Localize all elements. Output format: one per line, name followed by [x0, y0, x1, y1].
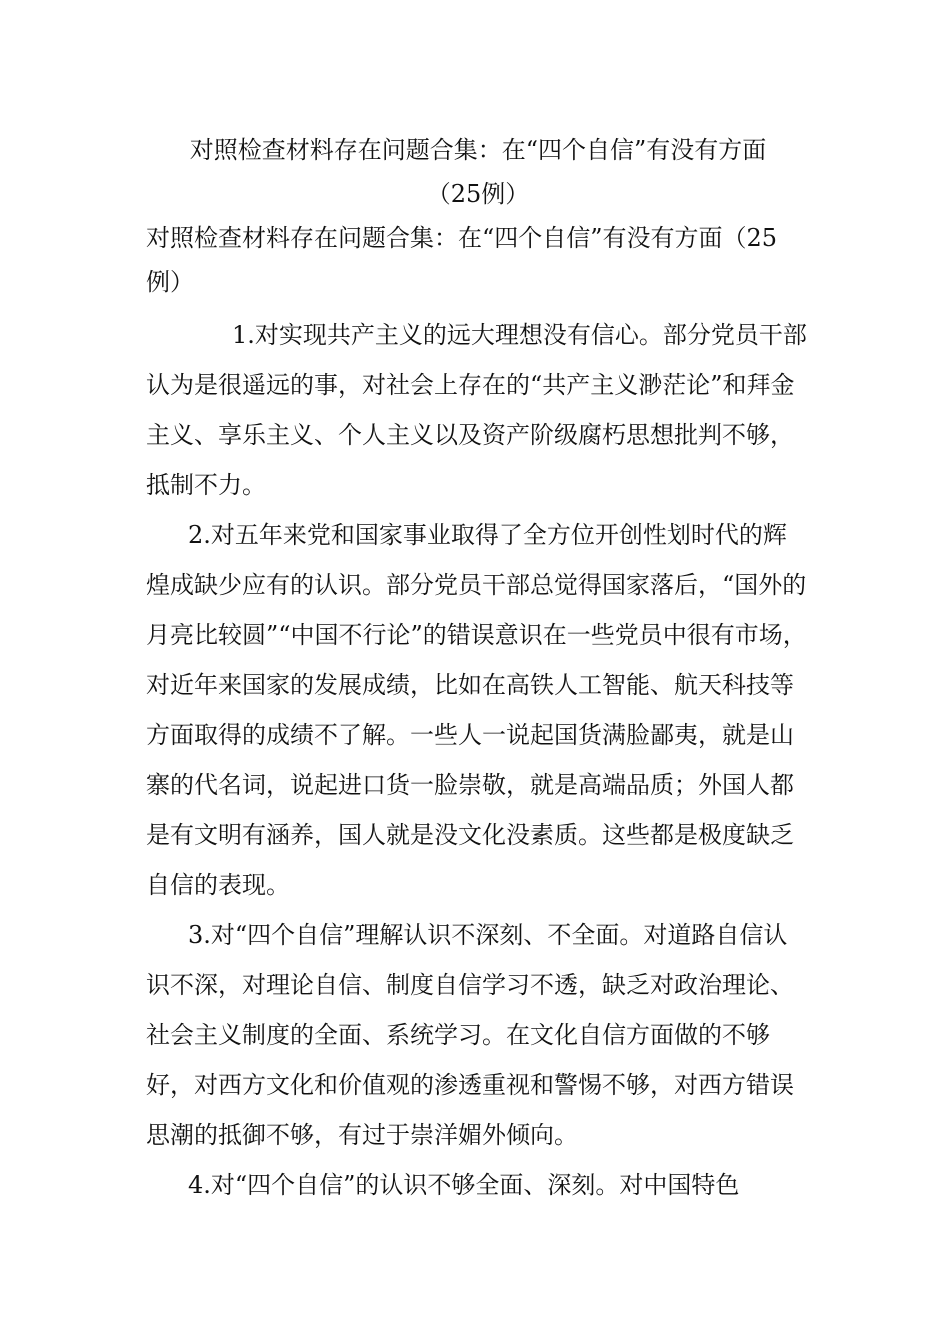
title-line-1: 对照检查材料存在问题合集：在“四个自信”有没有方面 — [189, 136, 767, 164]
document-content — [146, 128, 810, 1210]
repeated-title: 对照检查材料存在问题合集：在“四个自信”有没有方面（25例） — [146, 224, 778, 296]
paragraph-1: 1.对实现共产主义的远大理想没有信心。部分党员干部认为是很遥远的事，对社会上存在的“共产主义渺茫论”和拜金主义、享乐主义、个人主义以及资产阶级腐朽思想批判不够，抵制不力。 — [146, 321, 807, 499]
document-title — [146, 128, 810, 216]
paragraph-3: 3.对“四个自信”理解认识不深刻、不全面。对道路自信认识不深，对理论自信、制度自信学习不透，缺乏对政治理论、社会主义制度的全面、系统学习。在文化自信方面做的不够好，对西方文化和价值观的渗透重视和警惕不够，对西方错误思潮的抵御不够，有过于崇洋媚外倾向。 — [146, 921, 794, 1149]
paragraph-2: 2.对五年来党和国家事业取得了全方位开创性划时代的辉煌成缺少应有的认识。部分党员干部总觉得国家落后，“国外的月亮比较圆”“中国不行论”的错误意识在一些党员中很有市场，对近年来国家的发展成绩，比如在高铁人工智能、航天科技等方面取得的成绩不了解。一些人一说起国货满脸鄙夷，就是山寨的代名词，说起进口货一脸崇敬，就是高端品质；外国人都是有文明有涵养，国人就是没文化没素质。这些都是极度缺乏自信的表现。 — [146, 521, 807, 899]
title-line-2: （25例） — [426, 180, 530, 208]
paragraph-4: 4.对“四个自信”的认识不够全面、深刻。对中国特色 — [188, 1171, 740, 1199]
